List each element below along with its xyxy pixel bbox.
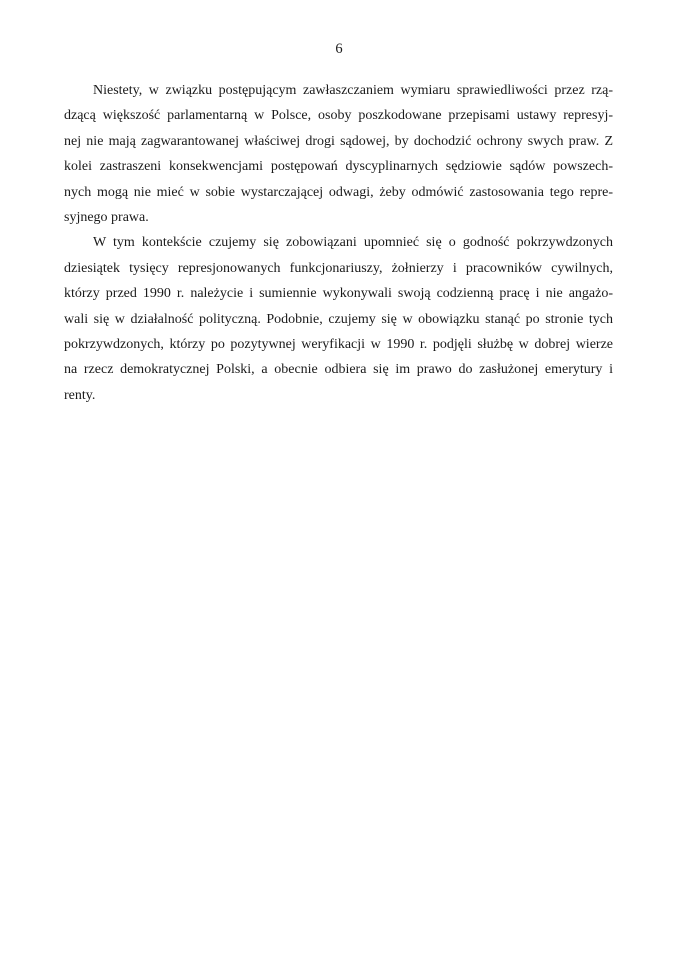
paragraph-line: renty. <box>64 387 96 403</box>
paragraph <box>64 78 613 230</box>
page-number: 6 <box>335 41 343 57</box>
paragraph-line: syjnego prawa. <box>64 210 149 226</box>
paragraph-line: którzy przed 1990 r. należycie i sumiennie wykonywali swoją codzienną pracę i nie angażo- <box>64 286 613 302</box>
paragraph <box>64 230 613 408</box>
document-body <box>64 78 613 408</box>
paragraph-line: pokrzywdzonych, którzy po pozytywnej weryfikacji w 1990 r. podjęli służbę w dobrej wierze <box>64 337 613 353</box>
paragraph-line: Niestety, w związku postępującym zawłaszczaniem wymiaru sprawiedliwości przez rzą- <box>93 83 613 98</box>
paragraph-line: wali się w działalność polityczną. Podobnie, czujemy się w obowiązku stanąć po stronie tych <box>64 311 613 327</box>
paragraph-line: dzącą większość parlamentarną w Polsce, osoby poszkodowane przepisami ustawy represyj- <box>64 108 613 124</box>
paragraph-line: dziesiątek tysięcy represjonowanych funkcjonariuszy, żołnierzy i pracowników cywilnych, <box>64 260 613 276</box>
paragraph-line: na rzecz demokratycznej Polski, a obecnie odbiera się im prawo do zasłużonej emerytury i <box>64 362 613 378</box>
paragraph-line: W tym kontekście czujemy się zobowiązani upomnieć się o godność pokrzywdzonych <box>93 235 613 251</box>
paragraph-line: nych mogą nie mieć w sobie wystarczającej odwagi, żeby odmówić zastosowania tego repre- <box>64 184 613 200</box>
paragraph-line: nej nie mają zagwarantowanej właściwej drogi sądowej, by dochodzić ochrony swych praw. Z <box>64 133 613 149</box>
paragraph-line: kolei zastraszeni konsekwencjami postępowań dyscyplinarnych sędziowie sądów powszech- <box>64 159 613 175</box>
